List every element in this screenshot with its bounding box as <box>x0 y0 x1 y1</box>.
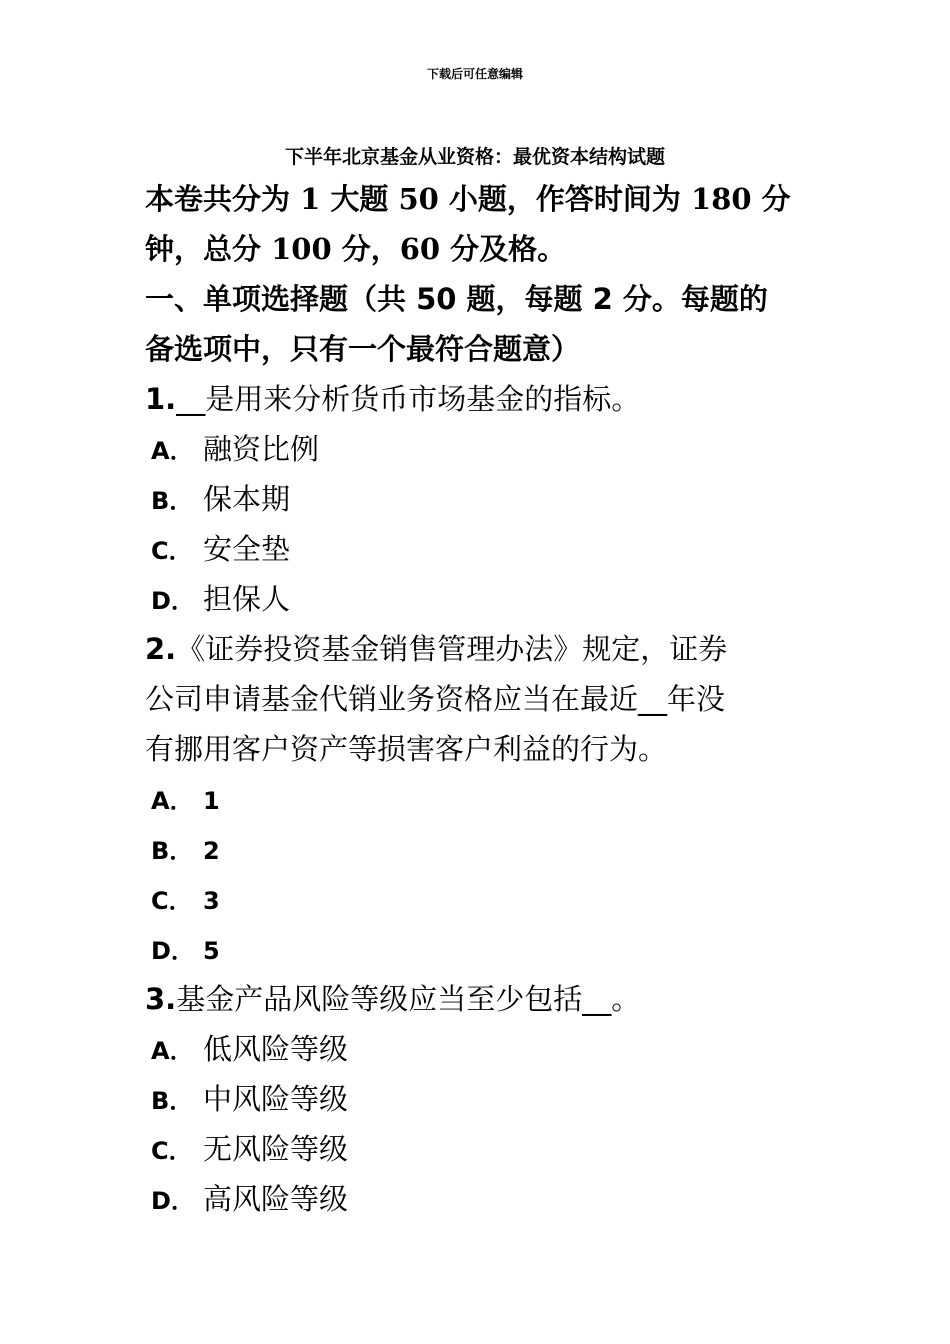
option-letter: A． <box>151 437 194 465</box>
option-d <box>145 924 810 974</box>
option-a <box>145 1024 810 1074</box>
question-text: 基金产品风险等级应当至少包括__。 <box>176 982 641 1016</box>
option-text: 2 <box>203 837 220 865</box>
question-text-continued: 公司申请基金代销业务资格应当在最近__年没 <box>145 682 726 716</box>
question-number: 3. <box>145 982 177 1016</box>
option-letter: D． <box>151 1187 195 1215</box>
question-text-continued: 有挪用客户资产等损害客户利益的行为。 <box>145 732 668 766</box>
question-stem <box>145 624 810 674</box>
option-letter: C． <box>151 887 193 915</box>
option-letter: B． <box>151 487 194 515</box>
option-text: 高风险等级 <box>203 1182 349 1216</box>
option-a <box>145 774 810 824</box>
option-text: 融资比例 <box>203 432 320 466</box>
option-letter: B． <box>151 1087 194 1115</box>
intro-line-2: 钟，总分 100 分，60 分及格。 <box>145 232 567 266</box>
section-heading-line-2: 备选项中，只有一个最符合题意） <box>145 332 581 366</box>
intro-line-1: 本卷共分为 1 大题 50 小题，作答时间为 180 分 <box>145 182 791 216</box>
option-letter: A． <box>151 787 194 815</box>
option-letter: D． <box>151 587 195 615</box>
option-b <box>145 824 810 874</box>
option-c <box>145 1124 810 1174</box>
option-text: 1 <box>203 787 220 815</box>
question-2 <box>145 624 810 974</box>
option-text: 低风险等级 <box>203 1032 349 1066</box>
option-text: 3 <box>203 887 220 915</box>
option-letter: A． <box>151 1037 194 1065</box>
option-letter: B． <box>151 837 194 865</box>
option-text: 无风险等级 <box>203 1132 349 1166</box>
document-body <box>145 174 810 1224</box>
question-3 <box>145 974 810 1224</box>
option-text: 保本期 <box>203 482 291 516</box>
question-number: 2. <box>145 632 177 666</box>
option-a <box>145 424 810 474</box>
option-d <box>145 1174 810 1224</box>
section-heading-line-1: 一、单项选择题（共 50 题，每题 2 分。每题的 <box>145 282 768 316</box>
option-b <box>145 474 810 524</box>
question-number: 1. <box>145 382 177 416</box>
question-1 <box>145 374 810 624</box>
option-letter: C． <box>151 537 193 565</box>
document-title: 下半年北京基金从业资格：最优资本结构试题 <box>284 146 665 168</box>
question-text: __是用来分析货币市场基金的指标。 <box>176 382 641 416</box>
option-letter: C． <box>151 1137 193 1165</box>
option-d <box>145 574 810 624</box>
option-c <box>145 524 810 574</box>
question-stem <box>145 974 810 1024</box>
option-text: 中风险等级 <box>203 1082 349 1116</box>
option-text: 安全垫 <box>203 532 291 566</box>
question-text: 《证券投资基金销售管理办法》规定，证券 <box>176 632 728 666</box>
question-stem <box>145 374 810 424</box>
option-b <box>145 1074 810 1124</box>
option-text: 担保人 <box>203 582 291 616</box>
option-c <box>145 874 810 924</box>
option-letter: D． <box>151 937 195 965</box>
option-text: 5 <box>203 937 220 965</box>
header-note: 下载后可任意编辑 <box>426 67 523 81</box>
